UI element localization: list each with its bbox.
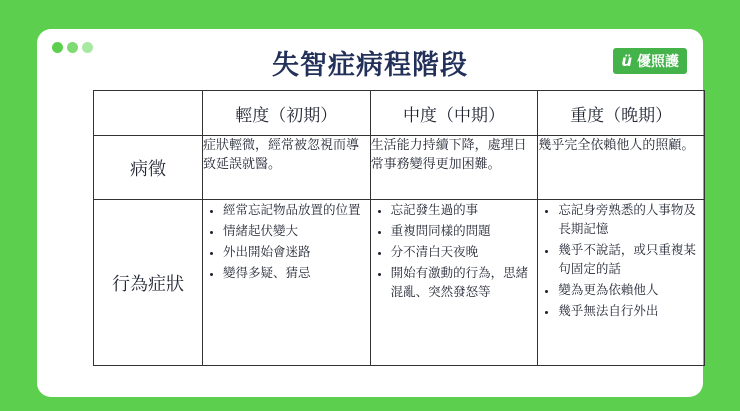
stages-table [93, 90, 705, 366]
behaviors-row [94, 200, 705, 366]
behavior-list-moderate [371, 200, 538, 301]
list-item: • 重複問同樣的問題 [391, 221, 538, 240]
page-title: 失智症病程階段 [272, 50, 468, 81]
symptom-cell-severe: 幾乎完全依賴他人的照顧。 [538, 136, 705, 200]
brand-logo [613, 48, 687, 74]
list-item: • 幾乎無法自行外出 [558, 301, 704, 320]
list-item: • 忘記發生過的事 [391, 200, 538, 219]
symptoms-row [94, 136, 705, 200]
logo-mark-icon: ü [621, 52, 632, 70]
list-item: • 忘記身旁熟悉的人事物及長期記憶 [558, 200, 704, 238]
list-item: • 情緒起伏變大 [223, 221, 370, 240]
list-item: • 變為更為依賴他人 [558, 280, 704, 299]
column-header-mild: 輕度（初期） [202, 91, 370, 136]
corner-cell [94, 91, 203, 136]
list-item: • 外出開始會迷路 [223, 242, 370, 261]
column-header-severe: 重度（晚期） [538, 91, 705, 136]
column-header-moderate: 中度（中期） [370, 91, 538, 136]
behavior-list-mild [203, 200, 370, 282]
list-item: • 幾乎不說話，或只重複某句固定的話 [558, 240, 704, 278]
content-card [37, 29, 703, 397]
symptom-cell-moderate: 生活能力持續下降，處理日常事務變得更加困難。 [370, 136, 538, 200]
row-header-behaviors: 行為症狀 [94, 200, 203, 366]
list-item: • 經常忘記物品放置的位置 [223, 200, 370, 219]
symptom-cell-mild: 症狀輕微，經常被忽視而導致延誤就醫。 [202, 136, 370, 200]
list-item: • 分不清白天夜晚 [391, 242, 538, 261]
behavior-cell-mild [202, 200, 370, 366]
behavior-list-severe [538, 200, 704, 320]
list-item: • 變得多疑、猜忌 [223, 263, 370, 282]
header-row [94, 91, 705, 136]
list-item: • 開始有激動的行為，思緒混亂、突然發怒等 [391, 263, 538, 301]
logo-text: 優照護 [637, 54, 679, 70]
behavior-cell-severe [538, 200, 705, 366]
row-header-symptoms: 病徵 [94, 136, 203, 200]
behavior-cell-moderate [370, 200, 538, 366]
